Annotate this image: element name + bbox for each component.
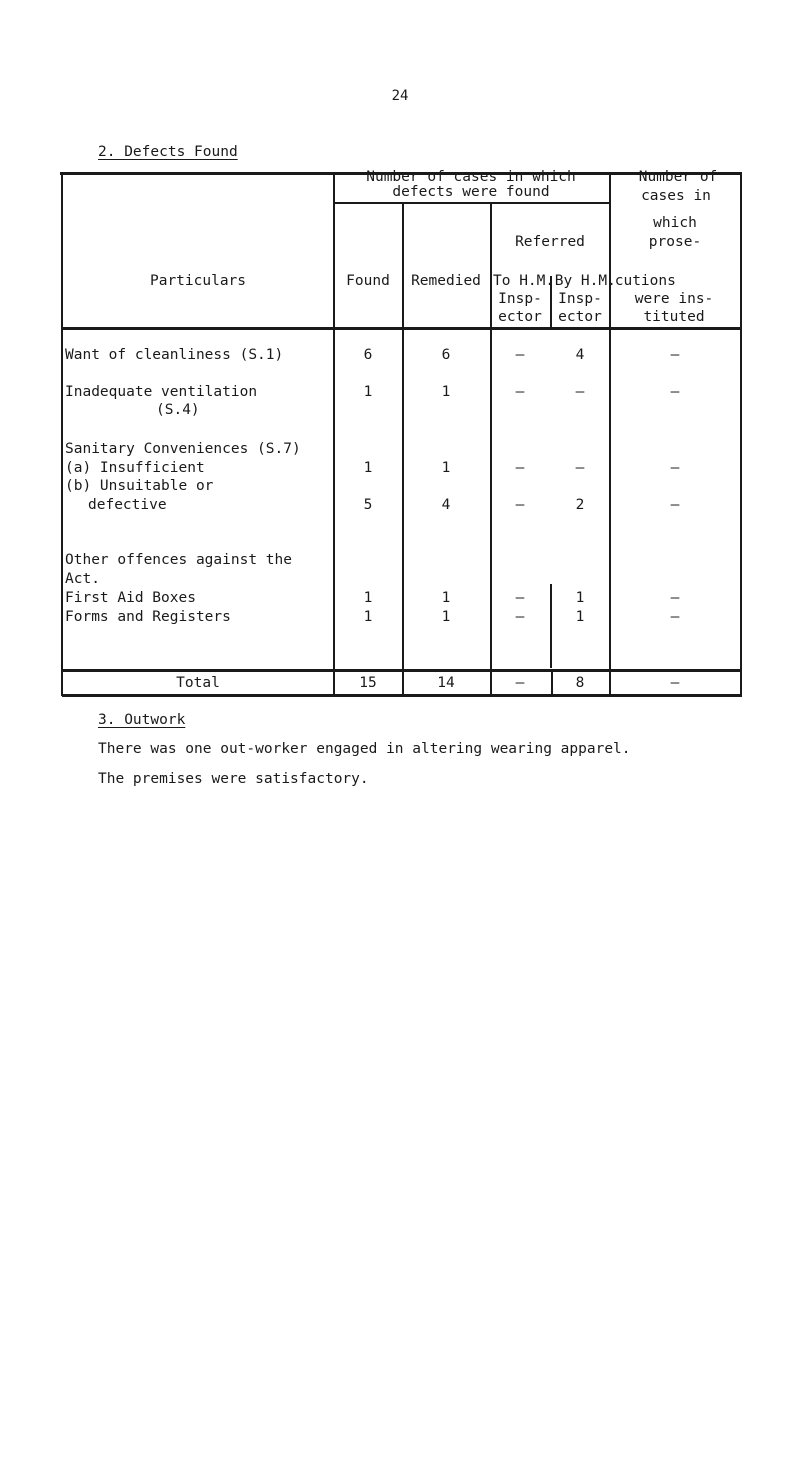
row-label-continued: (S.4) <box>156 402 200 418</box>
cell-by-hm: 1 <box>575 590 585 606</box>
cell-to-hm: – <box>515 347 525 363</box>
header-prosecutions-line3: which <box>653 215 697 231</box>
cell-found: 1 <box>363 609 373 625</box>
outwork-paragraph-line2: The premises were satisfactory. <box>98 771 369 787</box>
cell-prosecutions: – <box>670 609 680 625</box>
cell-remedied: 1 <box>441 460 451 476</box>
header-by-hm-line3: ector <box>558 309 602 325</box>
table-right-border <box>740 172 742 696</box>
cell-remedied: 4 <box>441 497 451 513</box>
header-by-hm-line1: .By H.M. <box>546 273 616 289</box>
total-remedied: 14 <box>437 675 455 691</box>
total-to-hm: – <box>515 675 525 691</box>
col-divider-found <box>402 202 404 694</box>
header-prosecutions-line6: were ins- <box>634 291 714 307</box>
header-group-rule <box>333 202 610 204</box>
row-label: Want of cleanliness (S.1) <box>65 347 284 363</box>
cell-found: 6 <box>363 347 373 363</box>
header-to-hm-line3: ector <box>498 309 542 325</box>
row-label: Inadequate ventilation <box>65 384 258 400</box>
page-number: 24 <box>391 88 409 104</box>
cell-to-hm: – <box>515 384 525 400</box>
cell-prosecutions: – <box>670 384 680 400</box>
section-heading-outwork: 3. Outwork <box>98 712 186 728</box>
header-particulars: Particulars <box>149 273 247 289</box>
row-label: Forms and Registers <box>65 609 231 625</box>
cell-prosecutions: – <box>670 497 680 513</box>
total-prosecutions: – <box>670 675 680 691</box>
header-prosecutions-line1: Number of <box>638 169 718 185</box>
table-left-border <box>61 172 63 696</box>
cell-prosecutions: – <box>670 347 680 363</box>
header-group-label-line1: Number of cases in which <box>366 169 576 185</box>
cell-found: 1 <box>363 384 373 400</box>
cell-to-hm: – <box>515 460 525 476</box>
table-bottom-border <box>62 694 742 697</box>
header-prosecutions-line2: cases in <box>641 188 711 204</box>
cell-remedied: 1 <box>441 590 451 606</box>
cell-found: 1 <box>363 590 373 606</box>
total-found: 15 <box>359 675 377 691</box>
col-divider-referred-body <box>550 584 552 668</box>
header-referred: Referred <box>515 234 585 250</box>
cell-by-hm: 1 <box>575 609 585 625</box>
header-found: Found <box>346 273 390 289</box>
outwork-paragraph-line1: There was one out-worker engaged in altering wearing apparel. <box>98 741 631 757</box>
col-divider-referred-total <box>551 672 553 694</box>
cell-remedied: 6 <box>441 347 451 363</box>
total-by-hm: 8 <box>575 675 585 691</box>
cell-to-hm: – <box>515 609 525 625</box>
header-prosecutions-line4: prose- <box>648 234 702 250</box>
header-remedied: Remedied <box>411 273 481 289</box>
total-label: Total <box>176 675 220 691</box>
header-to-hm-line2: Insp- <box>498 291 542 307</box>
cell-by-hm: 2 <box>575 497 585 513</box>
cell-found: 1 <box>363 460 373 476</box>
cell-by-hm: – <box>575 384 585 400</box>
header-to-hm-line1: To H.M. <box>493 273 555 289</box>
cell-remedied: 1 <box>441 384 451 400</box>
row-label: (b) Unsuitable or <box>65 478 214 494</box>
cell-by-hm: – <box>575 460 585 476</box>
header-prosecutions-line5: .cutions <box>606 273 676 289</box>
header-group-label-line2: defects were found <box>392 184 550 200</box>
header-by-hm-line2: Insp- <box>558 291 602 307</box>
row-label: Other offences against the <box>65 552 292 568</box>
row-label: (a) Insufficient <box>65 460 205 476</box>
col-divider-prosecutions <box>609 172 611 696</box>
col-divider-remedied <box>490 202 492 694</box>
col-divider-particulars <box>333 172 335 696</box>
cell-remedied: 1 <box>441 609 451 625</box>
row-label: Sanitary Conveniences (S.7) <box>65 441 301 457</box>
row-label: defective <box>88 497 167 513</box>
section-heading-defects-found: 2. Defects Found <box>98 144 238 160</box>
cell-prosecutions: – <box>670 590 680 606</box>
row-label: Act. <box>65 571 100 587</box>
row-label: First Aid Boxes <box>65 590 196 606</box>
cell-prosecutions: – <box>670 460 680 476</box>
header-prosecutions-line7: tituted <box>643 309 705 325</box>
cell-to-hm: – <box>515 497 525 513</box>
cell-to-hm: – <box>515 590 525 606</box>
cell-by-hm: 4 <box>575 347 585 363</box>
cell-found: 5 <box>363 497 373 513</box>
